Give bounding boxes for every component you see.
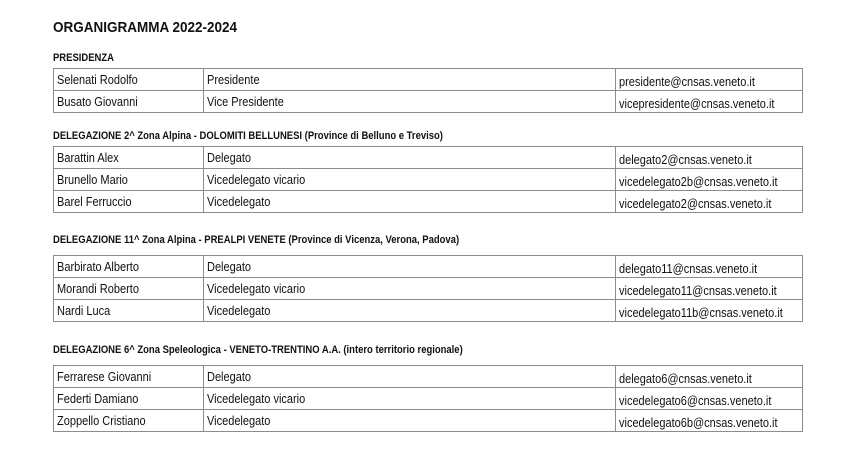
table-row bbox=[54, 256, 803, 278]
section-heading-delegazione-2: DELEGAZIONE 2^ Zona Alpina - DOLOMITI BELLUNESI (Province di Belluno e Treviso) bbox=[53, 130, 443, 142]
table-row bbox=[54, 278, 803, 300]
member-name: Selenati Rodolfo bbox=[54, 69, 204, 91]
section-heading-presidenza: PRESIDENZA bbox=[53, 52, 114, 64]
member-email[interactable]: vicedelegato11@cnsas.veneto.it bbox=[616, 278, 803, 300]
member-role: Vicedelegato bbox=[204, 300, 616, 322]
section-heading-delegazione-11: DELEGAZIONE 11^ Zona Alpina - PREALPI VENETE (Province di Vicenza, Verona, Padova) bbox=[53, 234, 460, 246]
table-row bbox=[54, 366, 803, 388]
member-email[interactable]: delegato11@cnsas.veneto.it bbox=[616, 256, 803, 278]
member-role: Vicedelegato vicario bbox=[204, 169, 616, 191]
member-role: Vicedelegato vicario bbox=[204, 388, 616, 410]
member-email[interactable]: vicepresidente@cnsas.veneto.it bbox=[616, 91, 803, 113]
member-role: Delegato bbox=[204, 366, 616, 388]
member-name: Nardi Luca bbox=[54, 300, 204, 322]
member-name: Barattin Alex bbox=[54, 147, 204, 169]
table-row bbox=[54, 169, 803, 191]
member-name: Federti Damiano bbox=[54, 388, 204, 410]
section-heading-delegazione-6: DELEGAZIONE 6^ Zona Speleologica - VENETO-TRENTINO A.A. (intero territorio regionale) bbox=[53, 344, 463, 356]
member-name: Morandi Roberto bbox=[54, 278, 204, 300]
member-role: Vicedelegato bbox=[204, 410, 616, 432]
table-row bbox=[54, 388, 803, 410]
table-row bbox=[54, 91, 803, 113]
table-row bbox=[54, 191, 803, 213]
member-role: Delegato bbox=[204, 147, 616, 169]
page-title: ORGANIGRAMMA 2022-2024 bbox=[53, 19, 238, 36]
table-row bbox=[54, 147, 803, 169]
member-email[interactable]: vicedelegato2@cnsas.veneto.it bbox=[616, 191, 803, 213]
member-name: Zoppello Cristiano bbox=[54, 410, 204, 432]
table-delegazione-11 bbox=[53, 255, 803, 322]
member-email[interactable]: vicedelegato11b@cnsas.veneto.it bbox=[616, 300, 803, 322]
member-name: Ferrarese Giovanni bbox=[54, 366, 204, 388]
table-delegazione-2 bbox=[53, 146, 803, 213]
member-email[interactable]: vicedelegato2b@cnsas.veneto.it bbox=[616, 169, 803, 191]
member-name: Busato Giovanni bbox=[54, 91, 204, 113]
table-row bbox=[54, 300, 803, 322]
member-name: Barel Ferruccio bbox=[54, 191, 204, 213]
member-role: Vicedelegato bbox=[204, 191, 616, 213]
member-role: Vicedelegato vicario bbox=[204, 278, 616, 300]
member-role: Presidente bbox=[204, 69, 616, 91]
table-presidenza bbox=[53, 68, 803, 113]
member-name: Barbirato Alberto bbox=[54, 256, 204, 278]
member-name: Brunello Mario bbox=[54, 169, 204, 191]
member-email[interactable]: delegato2@cnsas.veneto.it bbox=[616, 147, 803, 169]
member-email[interactable]: vicedelegato6@cnsas.veneto.it bbox=[616, 388, 803, 410]
member-role: Vice Presidente bbox=[204, 91, 616, 113]
member-email[interactable]: delegato6@cnsas.veneto.it bbox=[616, 366, 803, 388]
table-row bbox=[54, 69, 803, 91]
table-row bbox=[54, 410, 803, 432]
member-email[interactable]: presidente@cnsas.veneto.it bbox=[616, 69, 803, 91]
member-role: Delegato bbox=[204, 256, 616, 278]
member-email[interactable]: vicedelegato6b@cnsas.veneto.it bbox=[616, 410, 803, 432]
table-delegazione-6 bbox=[53, 365, 803, 432]
